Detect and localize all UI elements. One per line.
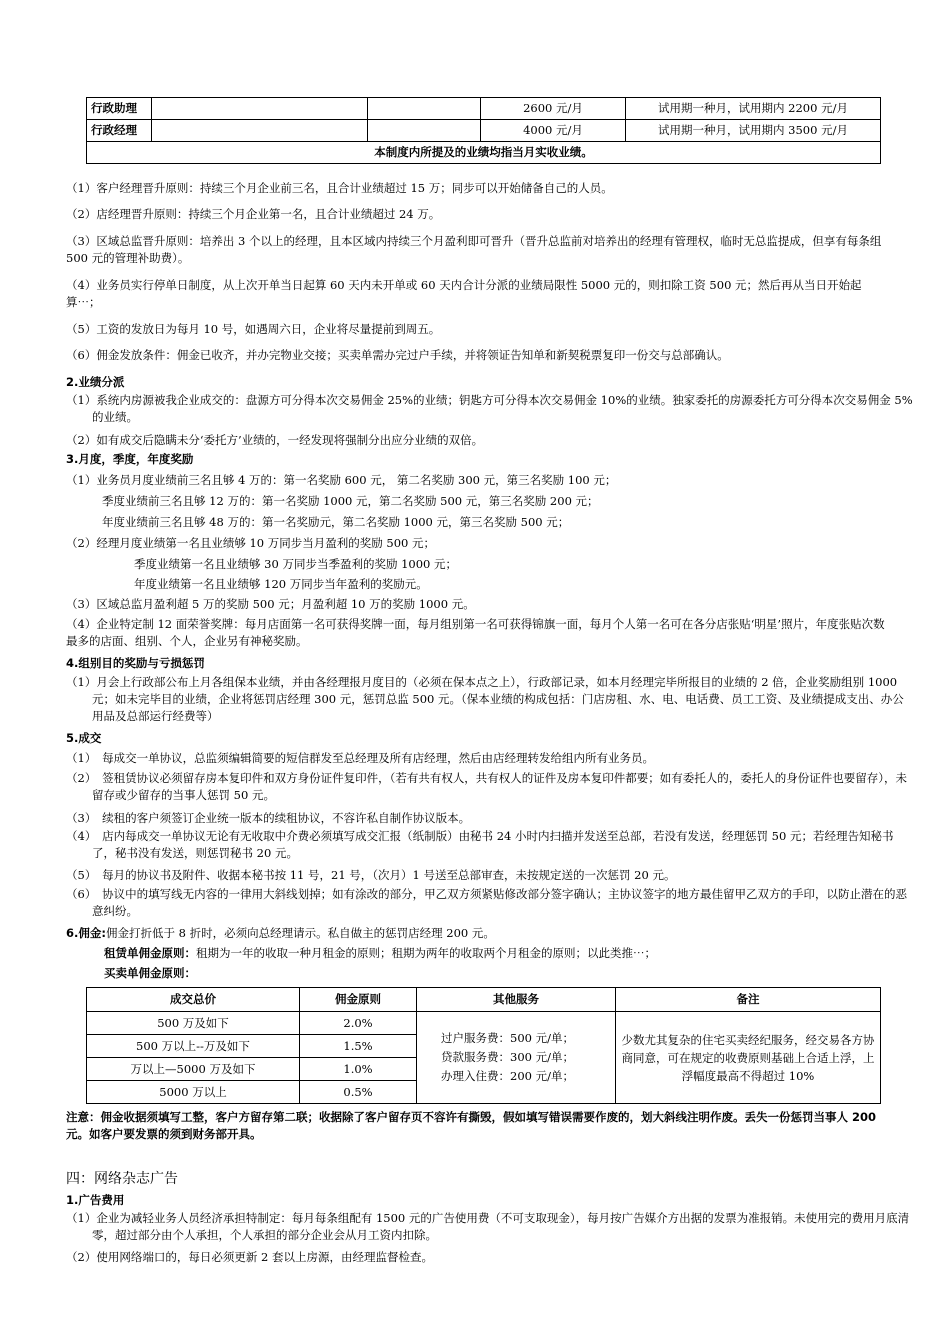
table-note: 本制度内所提及的业绩均指当月实收业绩。: [87, 142, 881, 164]
table-row: [87, 98, 881, 120]
rule-5: （5）工资的发放日为每月 10 号，如遇周六日，企业将尽量提前到周五。: [66, 322, 441, 336]
services-cell: [417, 1012, 616, 1104]
rent-label: 租赁单佣金原则：: [104, 946, 196, 960]
price-cell: 万以上—5000 万及如下: [87, 1058, 300, 1081]
salary-cell: 2600 元/月: [481, 98, 626, 120]
s5-item: （2） 签租赁协议必须留存房本复印件和双方身份证件复印件，（若有共有权人，共有权人的证件及房本复印件都要；如有委托人的，委托人的身份证件也要留存），未留存或少留存的当事人惩罚 50 元。: [66, 771, 908, 802]
service-line: 办理入住费：200 元/单；: [441, 1069, 574, 1083]
rate-cell: 1.5%: [300, 1035, 417, 1058]
rate-cell: 0.5%: [300, 1081, 417, 1104]
header-cell: 佣金原则: [300, 988, 417, 1012]
salary-cell: 4000 元/月: [481, 120, 626, 142]
s5-item: （4） 店内每成交一单协议无论有无收取中介费必须填写成交汇报（纸制版）由秘书 24 小时内扫描并发送至总部，若没有发送，经理惩罚 50 元；若经理告知秘书了，秘书没有发送，则惩罚秘书 20 元。: [66, 829, 894, 860]
service-line: 贷款服务费：300 元/单；: [441, 1050, 574, 1064]
section-title: 3.月度，季度，年度奖励: [66, 452, 194, 466]
s3-line: （1）业务员月度业绩前三名且够 4 万的：第一名奖励 600 元， 第二名奖励 300 元，第三名奖励 100 元；: [66, 473, 617, 487]
section-title: 4.组别目的奖励与亏损惩罚: [66, 656, 205, 670]
position-cell: 行政助理: [87, 98, 152, 120]
section-title: 5.成交: [66, 731, 102, 745]
s3-line: （4）企业特定制 12 面荣誉奖牌：每月店面第一名可获得奖牌一面，每月组别第一名可获得锦旗一面，每月个人第一名可在各分店张贴‘明星’照片，年度张贴次数最多的店面、组别、个人，企业另有神秘奖励。: [66, 617, 885, 648]
s4-text: （1）月会上行政部公布上月各组保本业绩，并由各经理报月度目的（必须在保本点之上），行政部记录，如本月经理完毕所报目的业绩的 2 倍，企业奖励组别 1000 元；如未完毕目的业绩，企业将惩罚店经理 300 元，惩罚总监 500 元。（保本业绩的构成包括：门店房租、水、电、电话费、员工工资、及业绩提成支出、办公用品及总部运行经费等）: [66, 675, 904, 723]
s6-line: [66, 925, 888, 942]
rule-3: （3）区域总监晋升原则：培养出 3 个以上的经理，且本区域内持续三个月盈利即可晋升（晋升总监前对培养出的经理有管理权，临时无总监提成，但享有每条组 500 元的管理补助费）。: [66, 234, 882, 265]
position-cell: 行政经理: [87, 120, 152, 142]
s3-line: 年度业绩第一名且业绩够 120 万同步当年盈利的奖励元。: [134, 577, 428, 591]
rule-1: （1）客户经理晋升原则：持续三个月企业前三名，且合计业绩超过 15 万；同步可以开始储备自己的人员。: [66, 181, 613, 195]
probation-cell: 试用期一种月，试用期内 2200 元/月: [626, 98, 881, 120]
s5-item: （6） 协议中的填写线无内容的一律用大斜线划掉；如有涂改的部分，甲乙双方须紧贴修改部分签字确认；主协议签字的地方最佳留甲乙双方的手印，以防止潜在的恶意纠纷。: [66, 887, 908, 918]
table-row: [87, 142, 881, 164]
empty-cell: [152, 98, 368, 120]
table-header-row: [87, 988, 881, 1012]
s3-line: （3）区域总监月盈利超 5 万的奖励 500 元；月盈利超 10 万的奖励 1000 元。: [66, 597, 475, 611]
probation-cell: 试用期一种月，试用期内 3500 元/月: [626, 120, 881, 142]
empty-cell: [368, 98, 481, 120]
sale-label: 买卖单佣金原则：: [104, 966, 196, 980]
sec4-item: （1）企业为减轻业务人员经济承担特制定：每月每条组配有 1500 元的广告使用费（不可支取现金），每月按广告媒介方出据的发票为准报销。未使用完的费用月底清零，超过部分由个人承担，个人承担的部分企业会从月工资内扣除。: [66, 1211, 910, 1242]
s6-text: 佣金打折低于 8 折时，必须向总经理请示。私自做主的惩罚店经理 200 元。: [105, 926, 495, 940]
s5-item: （5） 每月的协议书及附件、收据本秘书按 11 号，21 号，（次月）1 号送至总部审查，未按规定送的一次惩罚 20 元。: [66, 868, 676, 882]
s3-line: 季度业绩前三名且够 12 万的：第一名奖励 1000 元，第二名奖励 500 元，第三名奖励 200 元；: [102, 494, 599, 508]
price-cell: 500 万以上--万及如下: [87, 1035, 300, 1058]
empty-cell: [368, 120, 481, 142]
rule-2: （2）店经理晋升原则：持续三个月企业第一名，且合计业绩超过 24 万。: [66, 207, 441, 221]
rule-6: （6）佣金发放条件：佣金已收齐，并办完物业交接；买卖单需办完过户手续，并将领证告知单和新契税票复印一份交与总部确认。: [66, 348, 729, 362]
s5-item: （1） 每成交一单协议，总监须编辑简要的短信群发至总经理及所有店经理，然后由店经理转发给组内所有业务员。: [66, 751, 655, 765]
header-cell: 备注: [616, 988, 881, 1012]
header-cell: 其他服务: [417, 988, 616, 1012]
commission-table: [86, 987, 881, 1104]
rate-cell: 1.0%: [300, 1058, 417, 1081]
header-cell: 成交总价: [87, 988, 300, 1012]
price-cell: 5000 万以上: [87, 1081, 300, 1104]
sec4-item: （2）使用网络端口的，每日必须更新 2 套以上房源，由经理监督检查。: [66, 1250, 433, 1264]
section-title: 1.广告费用: [66, 1193, 125, 1207]
remark-cell: 少数尤其复杂的住宅买卖经纪服务，经交易各方协商同意，可在规定的收费原则基础上合适上浮，上浮幅度最高不得超过 10%: [616, 1012, 881, 1104]
section-heading: 四：网络杂志广告: [66, 1171, 178, 1187]
s3-line: （2）经理月度业绩第一名且业绩够 10 万同步当月盈利的奖励 500 元；: [66, 536, 436, 550]
s2-item-2: （2）如有成交后隐瞒未分‘委托方’业绩的，一经发现将强制分出应分业绩的双倍。: [66, 433, 484, 447]
rent-rule: [104, 945, 926, 962]
s5-item: （3） 续租的客户须签订企业统一版本的续租协议，不容许私自制作协议版本。: [66, 811, 471, 825]
notice: 注意：佣金收据须填写工整，客户方留存第二联；收据除了客户留存页不容许有撕毁，假如填写错误需要作废的，划大斜线注明作废。丢失一份惩罚当事人 200 元。如客户要发票的须到财务部开具。: [66, 1110, 877, 1141]
s2-item-1: （1）系统内房源被我企业成交的：盘源方可分得本次交易佣金 25%的业绩；钥匙方可分得本次交易佣金 10%的业绩。独家委托的房源委托方可分得本次交易佣金 5%的业绩。: [66, 393, 913, 424]
rent-text: 租期为一年的收取一种月租金的原则；租期为两年的收取两个月租金的原则；以此类推⋯；: [196, 946, 656, 960]
price-cell: 500 万及如下: [87, 1012, 300, 1035]
section-title: 6.佣金:: [66, 926, 106, 940]
empty-cell: [152, 120, 368, 142]
table-row: [87, 120, 881, 142]
s3-line: 年度业绩前三名且够 48 万的：第一名奖励元，第二名奖励 1000 元，第三名奖励 500 元；: [102, 515, 570, 529]
table-row: [87, 1012, 881, 1035]
service-line: 过户服务费：500 元/单；: [441, 1031, 574, 1045]
salary-table: [86, 97, 881, 164]
section-title: 2.业绩分派: [66, 375, 125, 389]
rule-4: （4）业务员实行停单日制度，从上次开单当日起算 60 天内未开单或 60 天内合计分派的业绩局限性 5000 元的，则扣除工资 500 元；然后再从当日开始起算⋯；: [66, 278, 862, 309]
s3-line: 季度业绩第一名且业绩够 30 万同步当季盈利的奖励 1000 元；: [134, 557, 458, 571]
rate-cell: 2.0%: [300, 1012, 417, 1035]
